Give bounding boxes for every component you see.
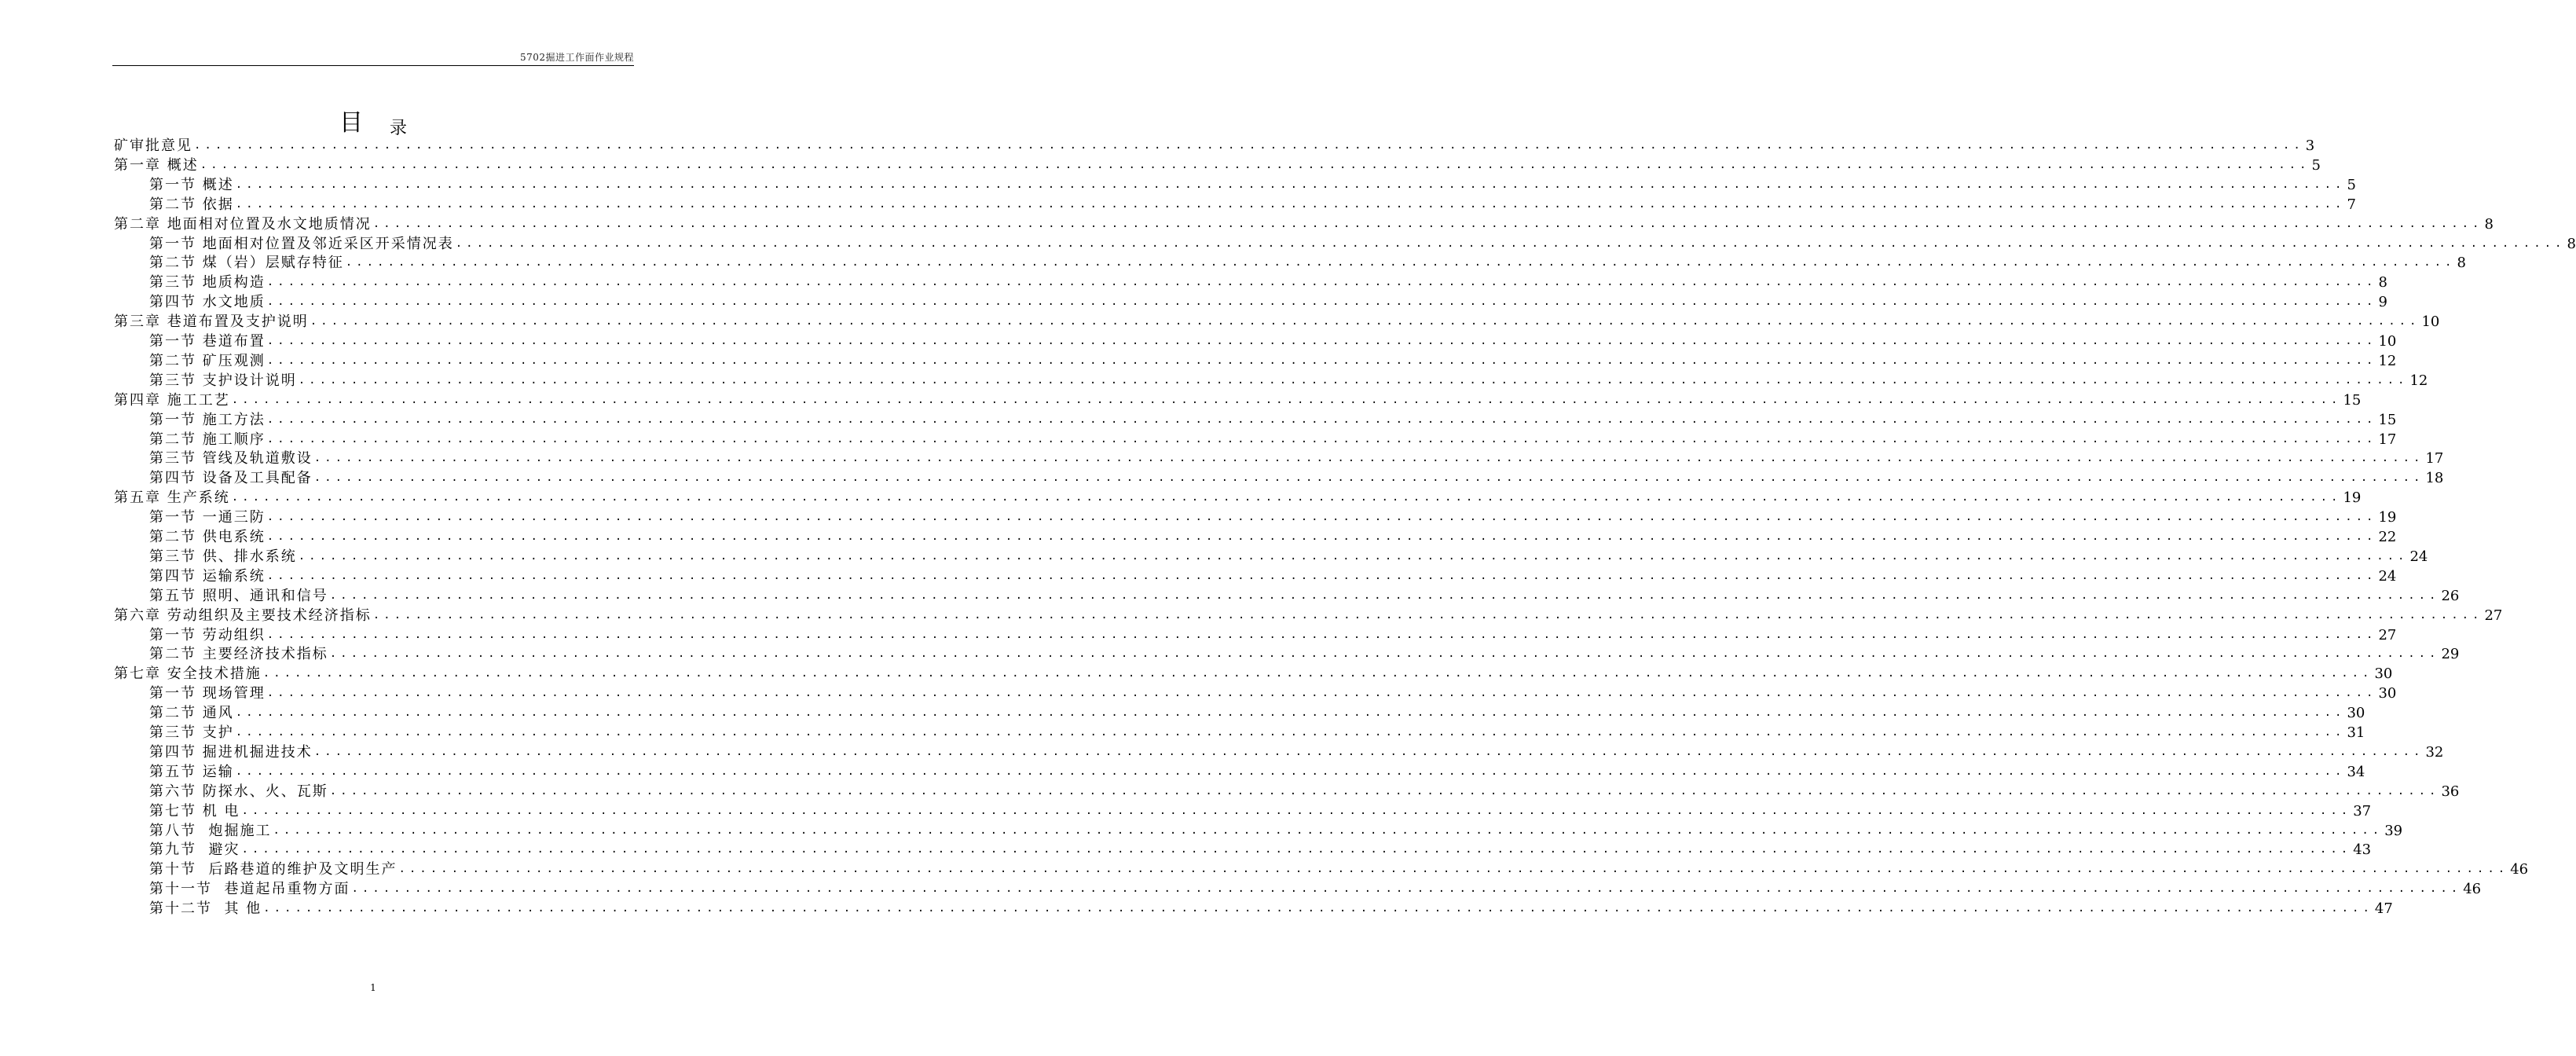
- toc-entry-page: 18: [2425, 470, 2444, 487]
- toc-entry-label: 第二节 供电系统: [149, 529, 266, 545]
- toc-entry[interactable]: [114, 390, 2362, 410]
- toc-entry-label: 第二章 地面相对位置及水文地质情况: [114, 215, 372, 233]
- toc-dot-leader: ........................................................................................................................................................................................................: [372, 217, 2483, 230]
- toc-entry[interactable]: [149, 527, 2397, 547]
- toc-entry-label: 第七节 机 电: [149, 802, 240, 820]
- toc-title-part2: 录: [389, 119, 407, 138]
- toc-entry-page: 43: [2353, 842, 2372, 859]
- toc-entry-label: 第十一节 巷道起吊重物方面: [149, 881, 350, 898]
- toc-dot-leader: ........................................................................................................................................................................................................: [266, 687, 2377, 700]
- toc-entry-page: 30: [2378, 685, 2397, 702]
- toc-dot-leader: ........................................................................................................................................................................................................: [329, 647, 2440, 661]
- toc-entry[interactable]: [114, 214, 2494, 234]
- toc-entry[interactable]: [149, 273, 2387, 292]
- toc-entry-page: 8: [2457, 255, 2466, 272]
- toc-entry-label: 第三节 管线及轨道敷设: [149, 450, 313, 468]
- toc-entry-label: 第一节 现场管理: [149, 685, 266, 702]
- toc-entry-label: 矿审批意见: [114, 138, 192, 154]
- toc-dot-leader: ........................................................................................................................................................................................................: [298, 373, 2409, 387]
- toc-dot-leader: ........................................................................................................................................................................................................: [266, 628, 2377, 641]
- toc-entry[interactable]: [149, 644, 2460, 664]
- toc-entry-page: 5: [2311, 156, 2321, 174]
- toc-entry[interactable]: [149, 782, 2460, 801]
- toc-entry[interactable]: [149, 762, 2365, 782]
- toc-entry-label: 第四节 设备及工具配备: [149, 470, 313, 487]
- toc-dot-leader: ........................................................................................................................................................................................................: [298, 549, 2409, 563]
- toc-dot-leader: ........................................................................................................................................................................................................: [351, 882, 2462, 896]
- toc-entry-page: 47: [2374, 900, 2393, 918]
- toc-dot-leader: ........................................................................................................................................................................................................: [235, 764, 2346, 778]
- toc-entry-label: 第四节 运输系统: [149, 567, 266, 585]
- toc-entry-page: 22: [2378, 529, 2397, 545]
- toc-entry[interactable]: [149, 234, 2576, 254]
- toc-dot-leader: ........................................................................................................................................................................................................: [329, 588, 2440, 602]
- toc-entry-page: 19: [2378, 509, 2397, 526]
- toc-dot-leader: ........................................................................................................................................................................................................: [266, 276, 2377, 289]
- toc-dot-leader: ........................................................................................................................................................................................................: [266, 432, 2377, 446]
- toc-entry-label: 第一节 施工方法: [149, 411, 266, 428]
- toc-entry-page: 37: [2353, 802, 2372, 820]
- toc-entry-label: 第四节 掘进机掘进技术: [149, 743, 313, 761]
- toc-entry-label: 第三节 地质构造: [149, 274, 266, 292]
- toc-entry-label: 第九节 避灾: [149, 842, 240, 859]
- toc-entry-page: 10: [2378, 333, 2397, 350]
- page-number: 1: [370, 982, 376, 993]
- toc-dot-leader: ........................................................................................................................................................................................................: [231, 491, 2342, 504]
- toc-entry[interactable]: [149, 801, 2372, 821]
- toc-entry-page: 15: [2343, 391, 2362, 409]
- toc-entry-page: 10: [2421, 314, 2440, 331]
- toc-dot-leader: ........................................................................................................................................................................................................: [345, 256, 2456, 270]
- toc-dot-leader: ........................................................................................................................................................................................................: [231, 393, 2342, 406]
- toc-entry[interactable]: [149, 195, 2356, 214]
- toc-entry[interactable]: [149, 684, 2397, 703]
- toc-dot-leader: ........................................................................................................................................................................................................: [266, 530, 2377, 543]
- toc-entry[interactable]: [149, 703, 2365, 723]
- toc-entry[interactable]: [149, 899, 2393, 918]
- toc-entry-page: 12: [2409, 372, 2428, 389]
- toc-entry-page: 26: [2441, 587, 2460, 604]
- header-rule: [112, 65, 634, 66]
- toc-entry-page: 27: [2484, 607, 2503, 624]
- toc-entry-label: 第三节 支护设计说明: [149, 372, 297, 389]
- toc-entry[interactable]: [114, 664, 2393, 684]
- toc-entry-label: 第二节 施工顺序: [149, 431, 266, 448]
- toc-entry[interactable]: [149, 840, 2372, 860]
- toc-dot-leader: ........................................................................................................................................................................................................: [313, 471, 2424, 485]
- toc-dot-leader: ........................................................................................................................................................................................................: [235, 706, 2346, 720]
- toc-dot-leader: ........................................................................................................................................................................................................: [398, 863, 2509, 876]
- toc-entry[interactable]: [149, 332, 2397, 351]
- toc-dot-leader: ........................................................................................................................................................................................................: [313, 745, 2424, 758]
- toc-entry-label: 第二节 矿压观测: [149, 352, 266, 369]
- toc-entry-label: 第一章 概述: [114, 156, 199, 174]
- toc-entry[interactable]: [149, 175, 2356, 195]
- toc-dot-leader: ........................................................................................................................................................................................................: [266, 412, 2377, 426]
- toc-entry[interactable]: [149, 508, 2397, 527]
- toc-dot-leader: ........................................................................................................................................................................................................: [266, 295, 2377, 309]
- toc-entry-page: 36: [2441, 783, 2460, 800]
- toc-entry[interactable]: [149, 723, 2365, 742]
- toc-entry-label: 第五节 照明、通讯和信号: [149, 587, 328, 604]
- toc-entry-page: 17: [2425, 450, 2444, 468]
- toc-dot-leader: ........................................................................................................................................................................................................: [266, 511, 2377, 524]
- toc-entry[interactable]: [149, 547, 2428, 566]
- toc-entry[interactable]: [149, 468, 2444, 488]
- toc-entry[interactable]: [114, 606, 2503, 625]
- toc-entry-page: 31: [2347, 724, 2365, 741]
- toc-entry[interactable]: [149, 449, 2444, 468]
- toc-entry-page: 27: [2378, 626, 2397, 644]
- toc-entry-label: 第六章 劳动组织及主要技术经济指标: [114, 607, 372, 624]
- toc-entry-label: 第一节 地面相对位置及邻近采区开采情况表: [149, 235, 454, 252]
- toc-entry-label: 第四节 水文地质: [149, 294, 266, 311]
- toc-entry[interactable]: [149, 430, 2397, 449]
- toc-entry-label: 第三节 供、排水系统: [149, 548, 297, 565]
- toc-dot-leader: ........................................................................................................................................................................................................: [235, 178, 2346, 191]
- toc-entry[interactable]: [149, 586, 2460, 606]
- toc-entry-label: 第十二节 其 他: [149, 900, 262, 918]
- toc-entry-page: 46: [2463, 881, 2482, 898]
- toc-dot-leader: ........................................................................................................................................................................................................: [263, 902, 2373, 915]
- toc-title: [0, 103, 746, 138]
- toc-entry-page: 9: [2378, 294, 2387, 311]
- toc-entry[interactable]: [149, 292, 2387, 312]
- toc-entry[interactable]: [114, 488, 2362, 508]
- toc-entry-label: 第三节 支护: [149, 724, 234, 741]
- toc-entry-page: 30: [2347, 705, 2365, 722]
- document-header: 5702掘进工作面作业规程: [519, 52, 634, 63]
- toc-entry-page: 34: [2347, 763, 2365, 780]
- toc-entry-page: 3: [2305, 138, 2315, 154]
- toc-entry-page: 8: [2567, 235, 2576, 252]
- toc-entry[interactable]: [114, 312, 2440, 332]
- toc-dot-leader: ........................................................................................................................................................................................................: [455, 236, 2566, 250]
- toc-dot-leader: ........................................................................................................................................................................................................: [310, 315, 2420, 328]
- toc-entry-page: 5: [2347, 176, 2356, 193]
- toc-entry-label: 第二节 依据: [149, 196, 234, 213]
- toc-entry-page: 17: [2378, 431, 2397, 448]
- toc-dot-leader: ........................................................................................................................................................................................................: [266, 569, 2377, 582]
- toc-entry-label: 第二节 主要经济技术指标: [149, 646, 328, 663]
- toc-entry-page: 39: [2384, 822, 2403, 839]
- toc-entry-page: 8: [2378, 274, 2387, 292]
- toc-entry[interactable]: [149, 253, 2466, 273]
- toc-entry[interactable]: [149, 879, 2482, 899]
- toc-entry-page: 15: [2378, 411, 2397, 428]
- toc-dot-leader: ........................................................................................................................................................................................................: [241, 804, 2352, 817]
- toc-entry-label: 第三章 巷道布置及支护说明: [114, 314, 309, 331]
- toc-entry[interactable]: [149, 371, 2428, 390]
- toc-dot-leader: ........................................................................................................................................................................................................: [372, 608, 2483, 622]
- toc-entry-page: 8: [2484, 215, 2494, 233]
- toc-entry-page: 19: [2343, 490, 2362, 507]
- toc-dot-leader: ........................................................................................................................................................................................................: [273, 823, 2384, 837]
- toc-entry-label: 第一节 劳动组织: [149, 626, 266, 644]
- toc-dot-leader: ........................................................................................................................................................................................................: [235, 197, 2346, 211]
- toc-entry-label: 第一节 一通三防: [149, 509, 266, 526]
- toc-entry[interactable]: [114, 156, 2321, 175]
- toc-entry-label: 第二节 通风: [149, 705, 234, 722]
- toc-dot-leader: ........................................................................................................................................................................................................: [329, 784, 2440, 798]
- toc-entry[interactable]: [149, 860, 2529, 879]
- toc-entry-page: 32: [2425, 743, 2444, 761]
- toc-entry[interactable]: [149, 625, 2397, 645]
- toc-entry-label: 第二节 煤（岩）层赋存特征: [149, 255, 344, 272]
- toc-entry-label: 第一节 概述: [149, 176, 234, 193]
- toc-entry-page: 12: [2378, 352, 2397, 369]
- toc-entry-label: 第七章 安全技术措施: [114, 666, 262, 683]
- toc-entry-label: 第八节 炮掘施工: [149, 822, 272, 839]
- toc-entry-page: 46: [2510, 861, 2529, 878]
- toc-entry[interactable]: [114, 136, 2315, 156]
- toc-title-part1: 目: [339, 109, 363, 137]
- toc-entry[interactable]: [149, 351, 2397, 371]
- toc-dot-leader: ........................................................................................................................................................................................................: [200, 158, 2310, 171]
- toc-dot-leader: ........................................................................................................................................................................................................: [266, 335, 2377, 347]
- toc-dot-leader: ........................................................................................................................................................................................................: [241, 843, 2352, 856]
- toc-entry[interactable]: [149, 742, 2444, 762]
- toc-entry-page: 24: [2378, 567, 2397, 585]
- toc-entry-label: 第五节 运输: [149, 763, 234, 780]
- toc-dot-leader: ........................................................................................................................................................................................................: [313, 452, 2424, 465]
- toc-entry-page: 30: [2374, 666, 2393, 683]
- toc-entry-label: 第十节 后路巷道的维护及文明生产: [149, 861, 398, 878]
- toc-dot-leader: ........................................................................................................................................................................................................: [194, 139, 2304, 152]
- toc-entry-label: 第一节 巷道布置: [149, 333, 266, 350]
- toc-entry-label: 第五章 生产系统: [114, 490, 230, 507]
- toc-dot-leader: ........................................................................................................................................................................................................: [235, 726, 2346, 739]
- toc-entry-page: 7: [2347, 196, 2356, 213]
- toc-entry[interactable]: [149, 410, 2397, 430]
- toc-entry[interactable]: [149, 821, 2403, 841]
- toc-dot-leader: ........................................................................................................................................................................................................: [262, 667, 2373, 680]
- toc-entry-page: 24: [2409, 548, 2428, 565]
- toc-entry[interactable]: [149, 566, 2397, 586]
- toc-entry-label: 第四章 施工工艺: [114, 391, 230, 409]
- toc-entry-page: 29: [2441, 646, 2460, 663]
- toc-entry-label: 第六节 防探水、火、瓦斯: [149, 783, 328, 800]
- toc-dot-leader: ........................................................................................................................................................................................................: [266, 354, 2377, 367]
